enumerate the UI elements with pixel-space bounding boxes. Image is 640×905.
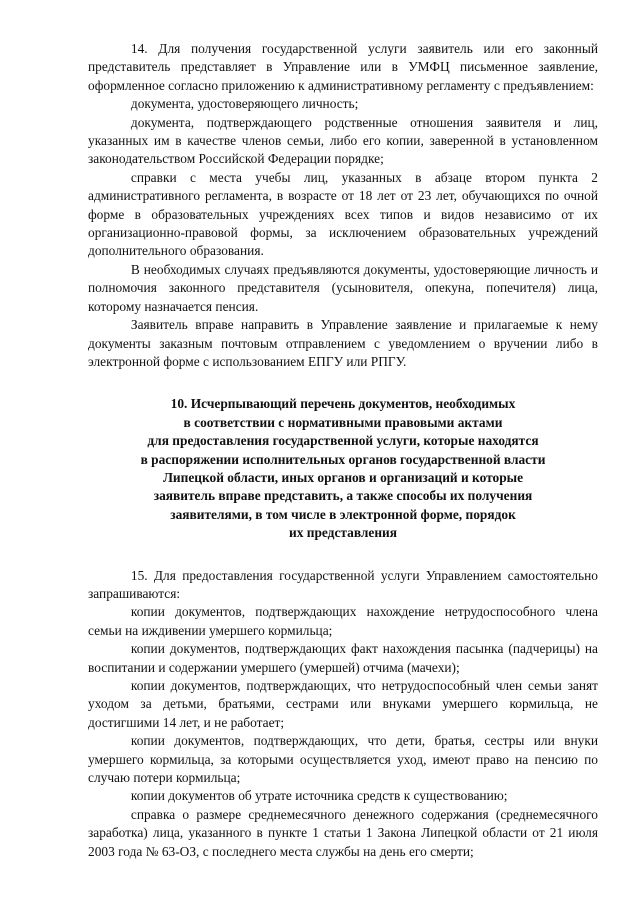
heading-line: заявитель вправе представить, а также способы их получения: [153, 488, 533, 504]
paragraph: В необходимых случаях предъявляются документы, удостоверяющие личность и полномочия законного представителя (усыновителя, опекуна, попечителя) лица, которому назначается пенсия.: [88, 261, 598, 314]
heading-line: заявителями, в том числе в электронной форме, порядок: [170, 506, 516, 522]
paragraph: копии документов, подтверждающих факт нахождения пасынка (падчерицы) на воспитании и содержании умершего (умершей) отчима (мачехи);: [88, 641, 598, 675]
section-heading: [88, 395, 598, 542]
paragraph: 14. Для получения государственной услуги заявитель или его законный представитель представляет в Управление или в УМФЦ письменное заявление, оформленное согласно приложению к административному регламенту с предъявлением:: [88, 41, 598, 93]
heading-line: в соответствии с нормативными правовыми актами: [183, 414, 503, 430]
paragraph: документа, удостоверяющего личность;: [130, 96, 359, 112]
heading-line: 10. Исчерпывающий перечень документов, необходимых: [170, 396, 516, 412]
paragraphs-section-14: [88, 40, 598, 371]
paragraph: копии документов, подтверждающих, что дети, братья, сестры или внуки умершего кормильца, за которыми осуществляется уход, имеют право на пенсию по случаю потери кормильца;: [88, 733, 598, 786]
paragraph: копии документов, подтверждающих нахождение нетрудоспособного члена семьи на иждивении умершего кормильца;: [88, 604, 598, 638]
heading-line: Липецкой области, иных органов и организаций и которые: [162, 469, 524, 485]
heading-line: для предоставления государственной услуги, которые находятся: [147, 433, 539, 449]
paragraph: справка о размере среднемесячного денежного содержания (среднемесячного заработка) лица, указанного в пункте 1 статьи 1 Закона Липецкой области от 21 июля 2003 года № 63-ОЗ, с последнего места службы на день его смерти;: [88, 806, 598, 859]
heading-line: в распоряжении исполнительных органов государственной власти: [140, 451, 546, 467]
heading-line: их представления: [288, 525, 398, 541]
paragraph: копии документов об утрате источника средств к существованию;: [130, 788, 508, 804]
paragraphs-section-15: [88, 567, 598, 862]
paragraph: копии документов, подтверждающих, что нетрудоспособный член семьи занят уходом за детьми, братьями, сестрами или внуками умершего кормильца, не достигшими 14 лет, и не работает;: [88, 678, 598, 730]
paragraph: справки с места учебы лиц, указанных в абзаце втором пункта 2 административного регламента, в возрасте от 18 лет от 23 лет, обучающихся по очной форме в образовательных учреждениях всех типов и видов независимо от их организационно-правовой формы, за исключением образовательных учреждений дополнительного образования.: [88, 169, 598, 259]
paragraph: Заявитель вправе направить в Управление заявление и прилагаемые к нему документы заказным почтовым отправлением с уведомлением о вручении либо в электронной форме с использованием ЕПГУ или РПГУ.: [88, 317, 598, 369]
paragraph: 15. Для предоставления государственной услуги Управлением самостоятельно запрашиваются:: [88, 567, 598, 601]
paragraph: документа, подтверждающего родственные отношения заявителя и лиц, указанных им в качестве членов семьи, либо его копии, заверенной в установленном законодательством Российской Федерации порядке;: [88, 114, 598, 167]
